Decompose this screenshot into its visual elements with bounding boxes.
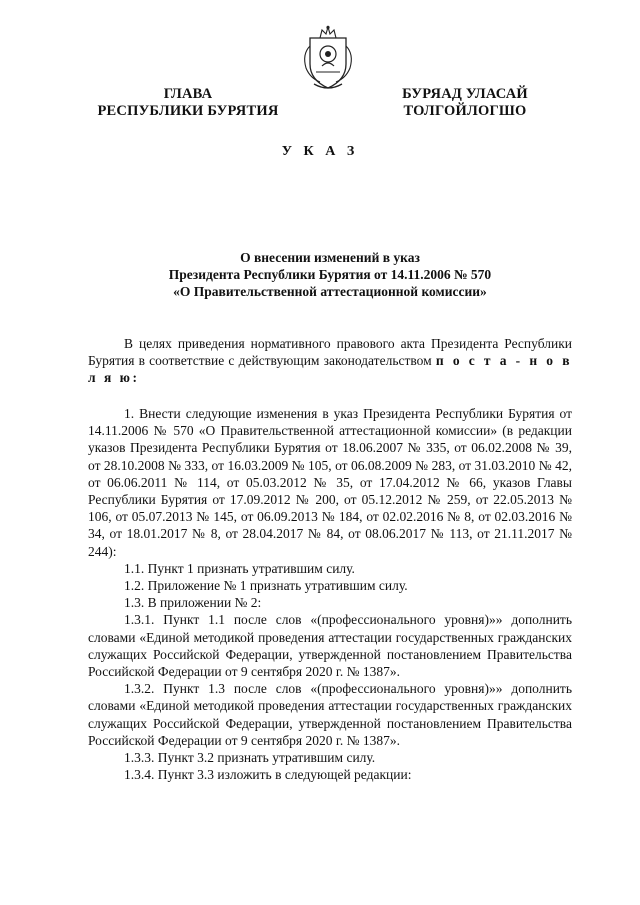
document-title — [100, 249, 560, 300]
header-right-line1: БУРЯАД УЛАСАЙ — [402, 86, 528, 102]
decree-items — [88, 405, 572, 783]
item-1-3-2: 1.3.2. Пункт 1.3 после слов «(профессионального уровня)»» дополнить словами «Единой методикой проведения аттестации государственных гражданских служащих Российской Федерации, утвержденной постановлением Правительства Российской Федерации от 9 сентября 2020 г. № 1387». — [88, 681, 572, 748]
preamble-text: В целях приведения нормативного правового акта Президента Республики Бурятия в соответствие с действующим законодательством — [88, 336, 572, 369]
title-line2: Президента Республики Бурятия от 14.11.2006 № 570 — [168, 267, 492, 282]
item-1-2: 1.2. Приложение № 1 признать утратившим силу. — [124, 578, 408, 594]
item-1-1: 1.1. Пункт 1 признать утратившим силу. — [124, 560, 355, 576]
title-line3: «О Правительственной аттестационной комиссии» — [173, 284, 487, 299]
document-type: У К А З — [281, 144, 359, 159]
item-1: 1. Внести следующие изменения в указ Президента Республики Бурятия от 14.11.2006 № 570 «О Правительственной аттестационной комиссии» (в редакции указов Президента Республики Бурятия от 18.06.2007 № 335, от 06.02.2008 № 39, от 28.10.2008 № 333, от 16.03.2009 № 105, от 06.08.2009 № 283, от 31.03.2010 № 42, от 06.06.2011 № 114, от 05.03.2012 № 35, от 17.04.2012 № 66, указов Главы Республики Бурятия от 17.09.2012 № 200, от 05.12.2012 № 259, от 22.05.2013 № 106, от 05.07.2013 № 145, от 06.09.2013 № 184, от 02.02.2016 № 8, от 02.03.2016 № 34, от 18.01.2017 № 8, от 28.04.2017 № 84, от 08.06.2017 № 113, от 21.11.2017 № 244): — [88, 406, 572, 559]
coat-of-arms-icon — [296, 24, 360, 94]
preamble-decree-word: п о с т а - н о в л я ю: — [88, 353, 573, 386]
item-1-3-1: 1.3.1. Пункт 1.1 после слов «(профессионального уровня)»» дополнить словами «Единой методикой проведения аттестации государственных гражданских служащих Российской Федерации, утвержденной постановлением Правительства Российской Федерации от 9 сентября 2020 г. № 1387». — [88, 612, 572, 680]
header-left-line2: РЕСПУБЛИКИ БУРЯТИЯ — [97, 103, 279, 119]
item-1-3-4: 1.3.4. Пункт 3.3 изложить в следующей редакции: — [124, 767, 412, 783]
header-right — [390, 86, 540, 120]
title-line1: О внесении изменений в указ — [240, 250, 420, 265]
header-right-line2: ТОЛГОЙЛОГШО — [403, 103, 527, 119]
header-left — [88, 86, 288, 120]
header-left-line1: ГЛАВА — [163, 86, 213, 102]
preamble-paragraph — [88, 335, 572, 387]
item-1-3-3: 1.3.3. Пункт 3.2 признать утратившим силу. — [124, 750, 376, 766]
item-1-3: 1.3. В приложении № 2: — [124, 595, 262, 611]
